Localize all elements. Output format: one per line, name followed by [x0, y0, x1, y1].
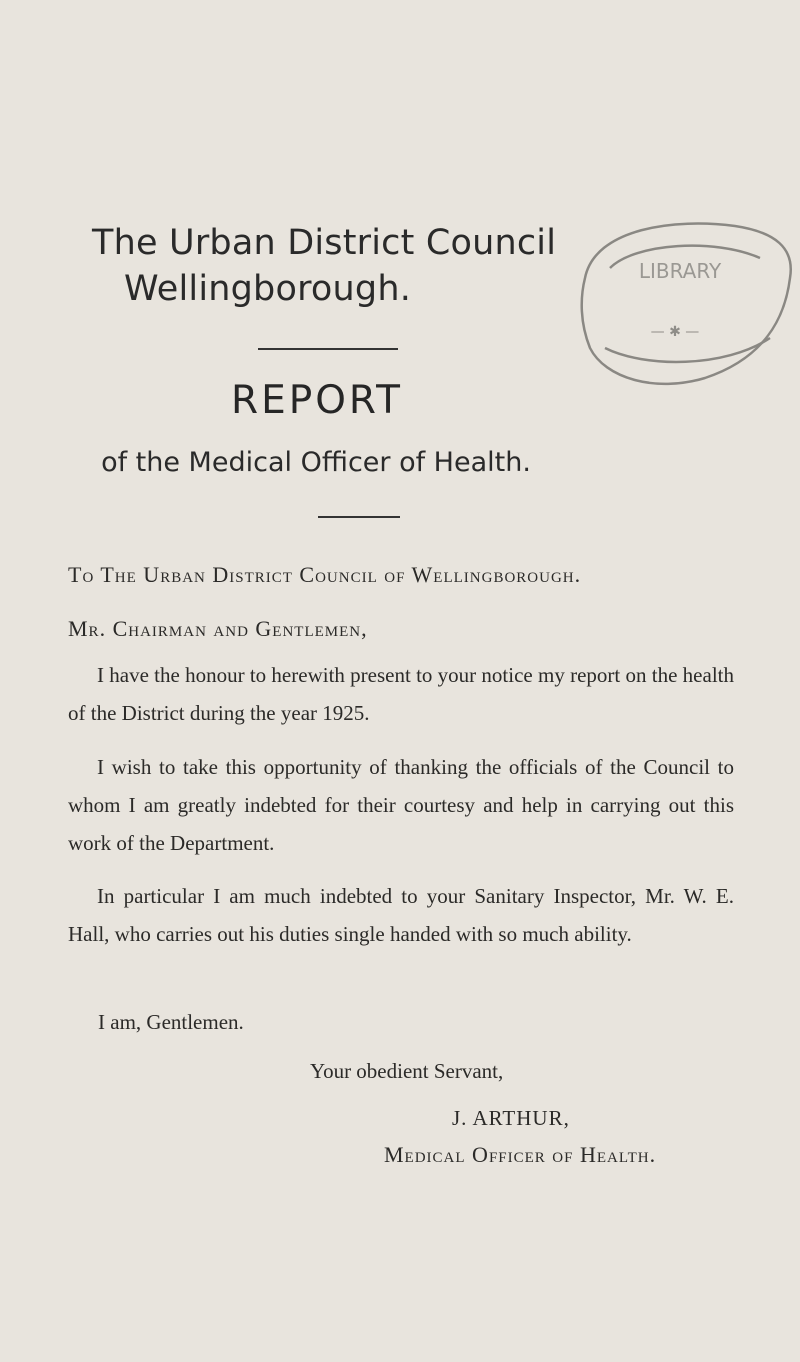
header-divider [258, 348, 398, 350]
letter-paragraph: I have the honour to herewith present to your notice my report on the health of the District during the year 1925. [68, 663, 734, 725]
addressee-line: To The Urban District Council of Wellingborough. [68, 562, 582, 587]
closing-line: I am, Gentlemen. [98, 1010, 244, 1034]
letter-paragraph: In particular I am much indebted to your Sanitary Inspector, Mr. W. E. Hall, who carries out his duties single handed with so much ability. [68, 884, 734, 946]
subtitle-divider [318, 516, 400, 518]
signature-title: Medical Officer of Health. [384, 1142, 657, 1167]
council-title-line1: The Urban District Council [92, 223, 557, 263]
svg-text:— ✱ —: — ✱ — [650, 324, 700, 340]
report-heading: REPORT [230, 378, 404, 423]
valediction: Your obedient Servant, [310, 1059, 504, 1083]
council-title [92, 220, 556, 312]
library-stamp-icon [555, 208, 800, 408]
report-subtitle: of the Medical Officer of Health. [101, 447, 531, 478]
stamp-text: LIBRARY [638, 259, 722, 283]
salutation: Mr. Chairman and Gentlemen, [68, 616, 368, 641]
letter-paragraph: I wish to take this opportunity of thanking the officials of the Council to whom I am greatly indebted for their courtesy and help in carrying out this work of the Department. [68, 755, 734, 855]
council-title-line2: Wellingborough. [124, 269, 412, 309]
signature-name: J. ARTHUR, [452, 1106, 570, 1130]
